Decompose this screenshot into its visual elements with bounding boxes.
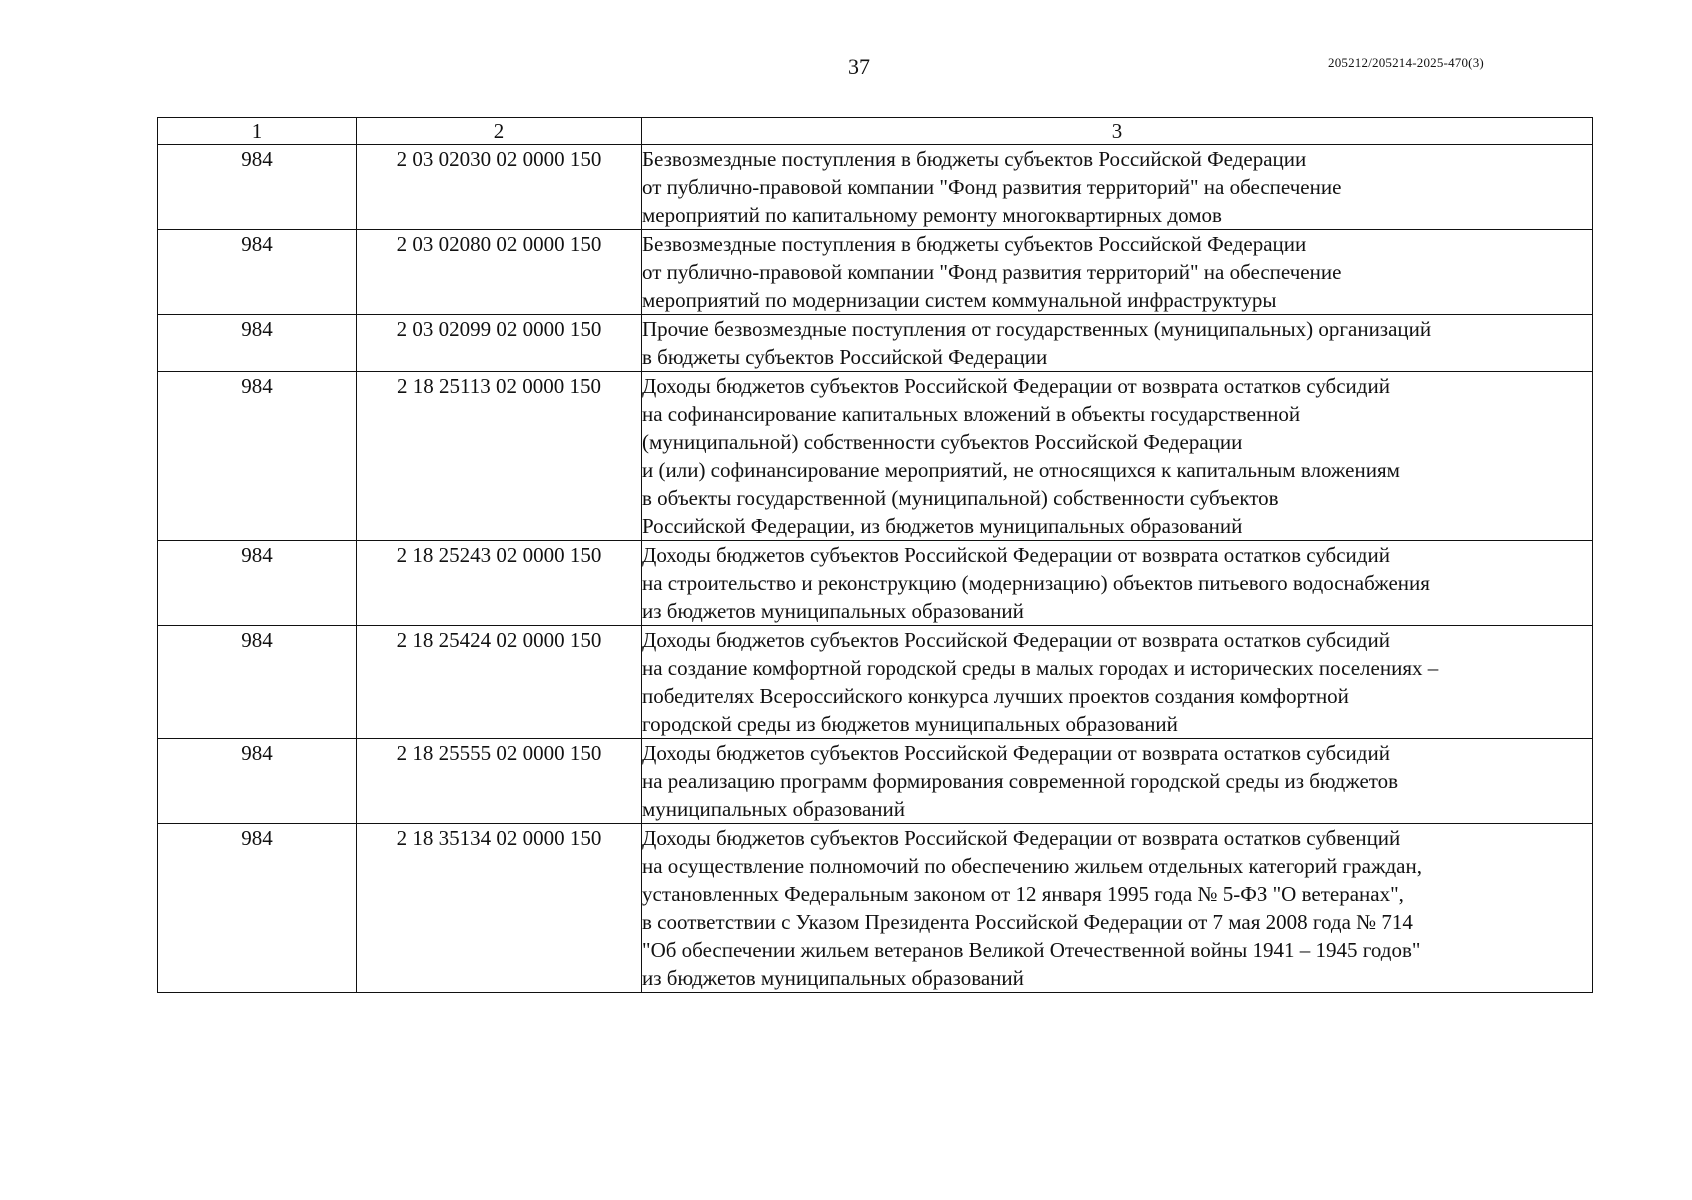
admin-code-cell: 984: [158, 824, 357, 993]
description-line: Безвозмездные поступления в бюджеты субъектов Российской Федерации: [642, 232, 1307, 256]
table-header-row: [158, 118, 1593, 145]
admin-code-cell: 984: [158, 372, 357, 541]
description-line: от публично-правовой компании "Фонд развития территорий" на обеспечение: [642, 260, 1342, 284]
description-line: Доходы бюджетов субъектов Российской Федерации от возврата остатков субсидий: [642, 374, 1390, 398]
description-line: в соответствии с Указом Президента Российской Федерации от 7 мая 2008 года № 714: [642, 910, 1413, 934]
description-line: мероприятий по капитальному ремонту многоквартирных домов: [642, 203, 1222, 227]
income-code-cell: 2 03 02099 02 0000 150: [357, 315, 642, 372]
description-line: в бюджеты субъектов Российской Федерации: [642, 345, 1048, 369]
description-line: Безвозмездные поступления в бюджеты субъектов Российской Федерации: [642, 147, 1307, 171]
admin-code-cell: 984: [158, 739, 357, 824]
description-line: Доходы бюджетов субъектов Российской Федерации от возврата остатков субсидий: [642, 741, 1390, 765]
income-code-cell: 2 03 02030 02 0000 150: [357, 145, 642, 230]
description-cell: [642, 372, 1593, 541]
admin-code-cell: 984: [158, 230, 357, 315]
description-line: Доходы бюджетов субъектов Российской Федерации от возврата остатков субсидий: [642, 543, 1390, 567]
income-code-cell: 2 18 25555 02 0000 150: [357, 739, 642, 824]
description-cell: [642, 626, 1593, 739]
admin-code-cell: 984: [158, 145, 357, 230]
income-codes-table: [157, 117, 1593, 993]
table-row: [158, 541, 1593, 626]
column-header-3: 3: [642, 118, 1593, 145]
table-row: [158, 824, 1593, 993]
description-cell: [642, 230, 1593, 315]
income-code-cell: 2 18 25424 02 0000 150: [357, 626, 642, 739]
description-line: Доходы бюджетов субъектов Российской Федерации от возврата остатков субсидий: [642, 628, 1390, 652]
description-line: на создание комфортной городской среды в малых городах и исторических поселениях –: [642, 656, 1439, 680]
description-line: муниципальных образований: [642, 797, 905, 821]
income-code-cell: 2 18 25243 02 0000 150: [357, 541, 642, 626]
admin-code-cell: 984: [158, 626, 357, 739]
description-line: Прочие безвозмездные поступления от государственных (муниципальных) организаций: [642, 317, 1432, 341]
description-cell: [642, 739, 1593, 824]
description-cell: [642, 145, 1593, 230]
description-cell: [642, 315, 1593, 372]
description-line: Российской Федерации, из бюджетов муниципальных образований: [642, 514, 1243, 538]
description-line: на реализацию программ формирования современной городской среды из бюджетов: [642, 769, 1399, 793]
column-header-1: 1: [158, 118, 357, 145]
description-line: в объекты государственной (муниципальной) собственности субъектов: [642, 486, 1279, 510]
description-line: из бюджетов муниципальных образований: [642, 966, 1024, 990]
description-line: установленных Федеральным законом от 12 января 1995 года № 5-ФЗ "О ветеранах",: [642, 882, 1404, 906]
admin-code-cell: 984: [158, 541, 357, 626]
table-row: [158, 372, 1593, 541]
description-line: победителях Всероссийского конкурса лучших проектов создания комфортной: [642, 684, 1349, 708]
description-line: и (или) софинансирование мероприятий, не относящихся к капитальным вложениям: [642, 458, 1400, 482]
table-row: [158, 626, 1593, 739]
description-line: от публично-правовой компании "Фонд развития территорий" на обеспечение: [642, 175, 1342, 199]
income-code-cell: 2 18 35134 02 0000 150: [357, 824, 642, 993]
table-row: [158, 739, 1593, 824]
description-line: на строительство и реконструкцию (модернизацию) объектов питьевого водоснабжения: [642, 571, 1430, 595]
table-row: [158, 315, 1593, 372]
description-line: "Об обеспечении жильем ветеранов Великой Отечественной войны 1941 – 1945 годов": [642, 938, 1421, 962]
description-line: городской среды из бюджетов муниципальных образований: [642, 712, 1178, 736]
table-body: [158, 118, 1593, 993]
document-id: 205212/205214-2025-470(3): [1328, 55, 1484, 70]
column-header-2: 2: [357, 118, 642, 145]
admin-code-cell: 984: [158, 315, 357, 372]
description-line: мероприятий по модернизации систем коммунальной инфраструктуры: [642, 288, 1277, 312]
description-cell: [642, 824, 1593, 993]
income-code-cell: 2 03 02080 02 0000 150: [357, 230, 642, 315]
table-row: [158, 145, 1593, 230]
table-row: [158, 230, 1593, 315]
description-line: на софинансирование капитальных вложений в объекты государственной: [642, 402, 1301, 426]
description-cell: [642, 541, 1593, 626]
description-line: на осуществление полномочий по обеспечению жильем отдельных категорий граждан,: [642, 854, 1422, 878]
description-line: из бюджетов муниципальных образований: [642, 599, 1024, 623]
page-number: 37: [848, 54, 870, 79]
income-code-cell: 2 18 25113 02 0000 150: [357, 372, 642, 541]
description-line: (муниципальной) собственности субъектов Российской Федерации: [642, 430, 1243, 454]
description-line: Доходы бюджетов субъектов Российской Федерации от возврата остатков субвенций: [642, 826, 1401, 850]
